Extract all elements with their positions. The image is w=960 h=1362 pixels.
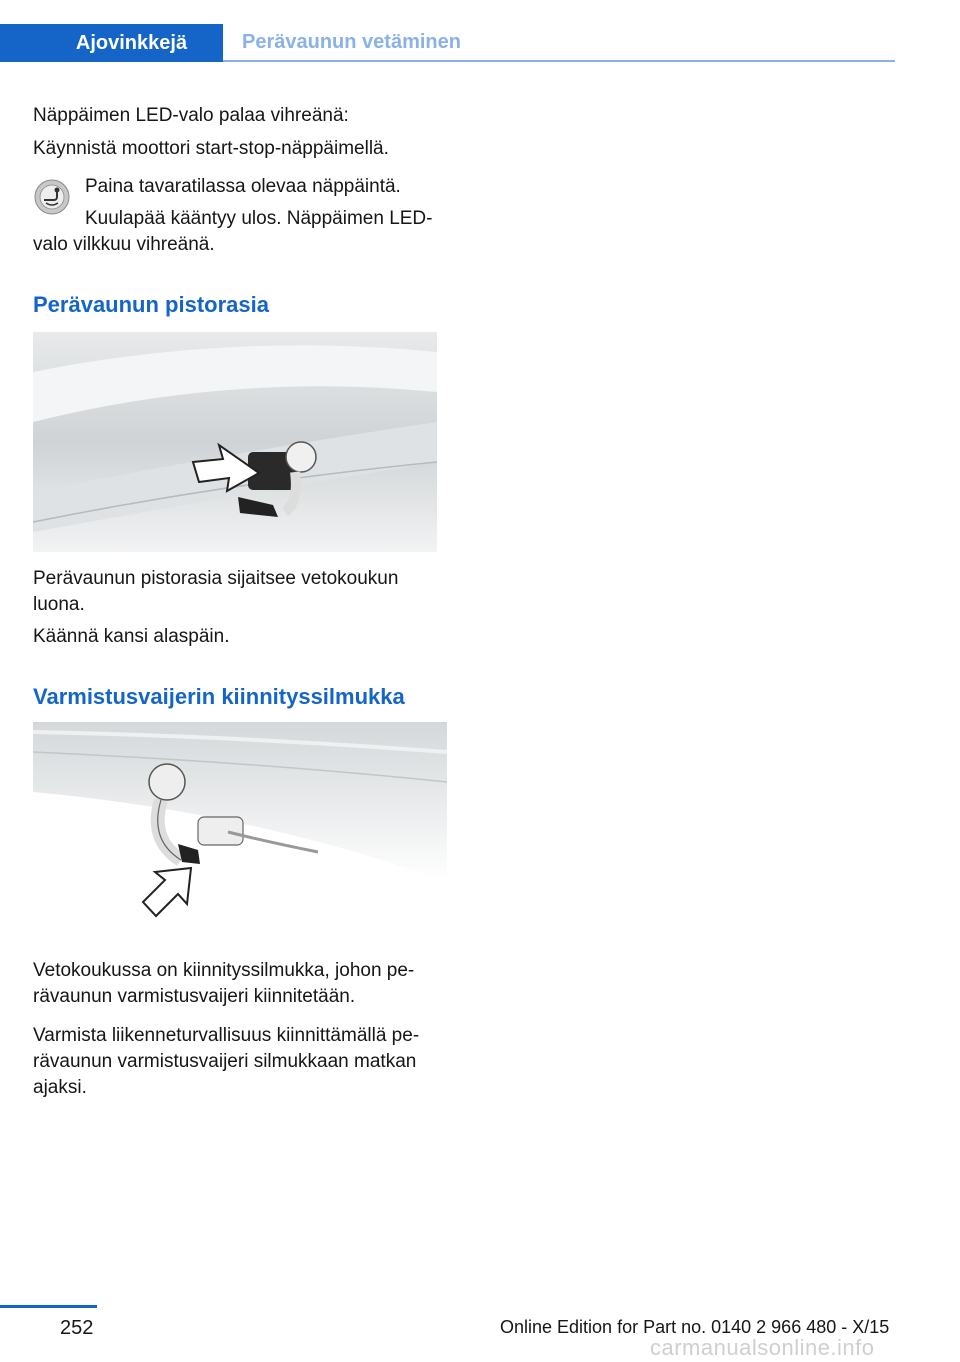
socket-location-text-line1: Perävaunun pistorasia sijaitsee vetokoukun <box>33 568 399 589</box>
step-press-button: Paina tavaratilassa olevaa näppäintä. <box>85 176 401 197</box>
step-ball-swings-out: Kuulapää kääntyy ulos. Näppäimen LED- <box>85 208 433 229</box>
safety-eyelet-illustration <box>33 722 447 918</box>
chapter-tab[interactable]: Ajovinkkejä <box>0 24 223 62</box>
eyelet-safety-text-line1: Varmista liikenneturvallisuus kiinnittämällä pe‐ <box>33 1025 420 1046</box>
paragraph-led-green: Näppäimen LED-valo palaa vihreänä: <box>33 105 349 126</box>
eyelet-text-line2: rävaunun varmistusvaijeri kiinnitetään. <box>33 986 356 1007</box>
step-led-flashing: valo vilkkuu vihreänä. <box>33 234 215 255</box>
edition-note: Online Edition for Part no. 0140 2 966 480 - X/15 <box>500 1317 890 1337</box>
paragraph-start-engine: Käynnistä moottori start-stop-näppäimellä. <box>33 138 389 159</box>
footer-accent-bar <box>0 1305 97 1308</box>
trailer-hitch-button-icon <box>33 178 71 216</box>
watermark: carmanualsonline.info <box>650 1335 875 1360</box>
socket-turn-cover-text: Käännä kansi alaspäin. <box>33 626 230 647</box>
eyelet-safety-text-line2: rävaunun varmistusvaijeri silmukkaan matkan <box>33 1051 417 1072</box>
section-title[interactable]: Perävaunun vetäminen <box>242 30 461 53</box>
heading-safety-eyelet: Varmistusvaijerin kiinnityssilmukka <box>33 684 405 709</box>
trailer-socket-illustration <box>33 332 437 552</box>
page-number: 252 <box>60 1317 94 1339</box>
heading-trailer-socket: Perävaunun pistorasia <box>33 292 269 317</box>
eyelet-safety-text-line3: ajaksi. <box>33 1077 87 1098</box>
header-divider <box>223 60 895 62</box>
eyelet-text-line1: Vetokoukussa on kiinnityssilmukka, johon pe‐ <box>33 960 415 981</box>
socket-location-text-line2: luona. <box>33 594 85 615</box>
page-header <box>0 24 895 62</box>
